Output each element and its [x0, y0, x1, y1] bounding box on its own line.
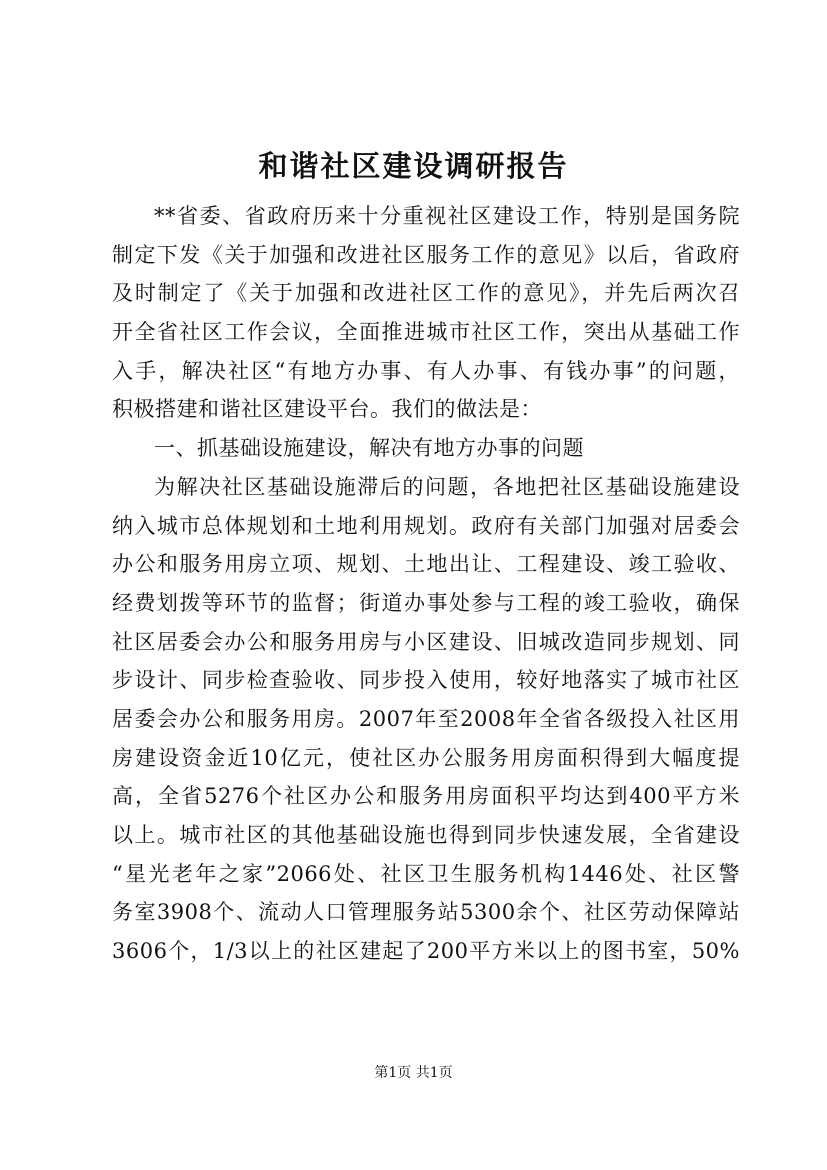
paragraph-line: 高，全省5276个社区办公和服务用房面积平均达到400平方米 — [112, 784, 740, 809]
paragraph-line: 房建设资金近10亿元，使社区办公服务用房面积得到大幅度提 — [112, 745, 740, 770]
paragraph-line: 以上。城市社区的其他基础设施也得到同步快速发展，全省建设 — [112, 823, 740, 847]
paragraph-line: 积极搭建和谐社区建设平台。我们的做法是： — [112, 397, 542, 422]
paragraph-line: 纳入城市总体规划和土地利用规划。政府有关部门加强对居委会 — [112, 513, 740, 538]
paragraph-line: 及时制定了《关于加强和改进社区工作的意见》，并先后两次召 — [112, 281, 740, 306]
paragraph-line: “星光老年之家”2066处、社区卫生服务机构1446处、社区警 — [112, 861, 740, 886]
paragraph-line: 为解决社区基础设施滞后的问题，各地把社区基础设施建设 — [154, 474, 740, 499]
page-number-footer: 第1页 共1页 — [374, 1065, 453, 1081]
paragraph-line: 开全省社区工作会议，全面推进城市社区工作，突出从基础工作 — [112, 320, 740, 345]
paragraph-line: **省委、省政府历来十分重视社区建设工作，特别是国务院 — [154, 204, 740, 228]
paragraph-line: 经费划拨等环节的监督；街道办事处参与工程的竣工验收，确保 — [112, 590, 740, 615]
paragraph-line: 务室3908个、流动人口管理服务站5300余个、社区劳动保障站 — [112, 900, 740, 925]
paragraph-line: 制定下发《关于加强和改进社区服务工作的意见》以后，省政府 — [112, 242, 740, 267]
paragraph-line: 办公和服务用房立项、规划、土地出让、工程建设、竣工验收、 — [112, 552, 740, 577]
document-title: 和谐社区建设调研报告 — [258, 149, 569, 183]
section-heading: 一、抓基础设施建设，解决有地方办事的问题 — [154, 436, 584, 461]
paragraph-line: 社区居委会办公和服务用房与小区建设、旧城改造同步规划、同 — [112, 629, 740, 654]
paragraph-line: 居委会办公和服务用房。2007年至2008年全省各级投入社区用 — [112, 706, 740, 731]
paragraph-line: 3606个，1/3以上的社区建起了200平方米以上的图书室，50% — [112, 939, 740, 964]
paragraph-line: 入手，解决社区“有地方办事、有人办事、有钱办事”的问题， — [112, 358, 740, 383]
paragraph-line: 步设计、同步检查验收、同步投入使用，较好地落实了城市社区 — [112, 668, 740, 693]
document-body — [112, 197, 740, 971]
